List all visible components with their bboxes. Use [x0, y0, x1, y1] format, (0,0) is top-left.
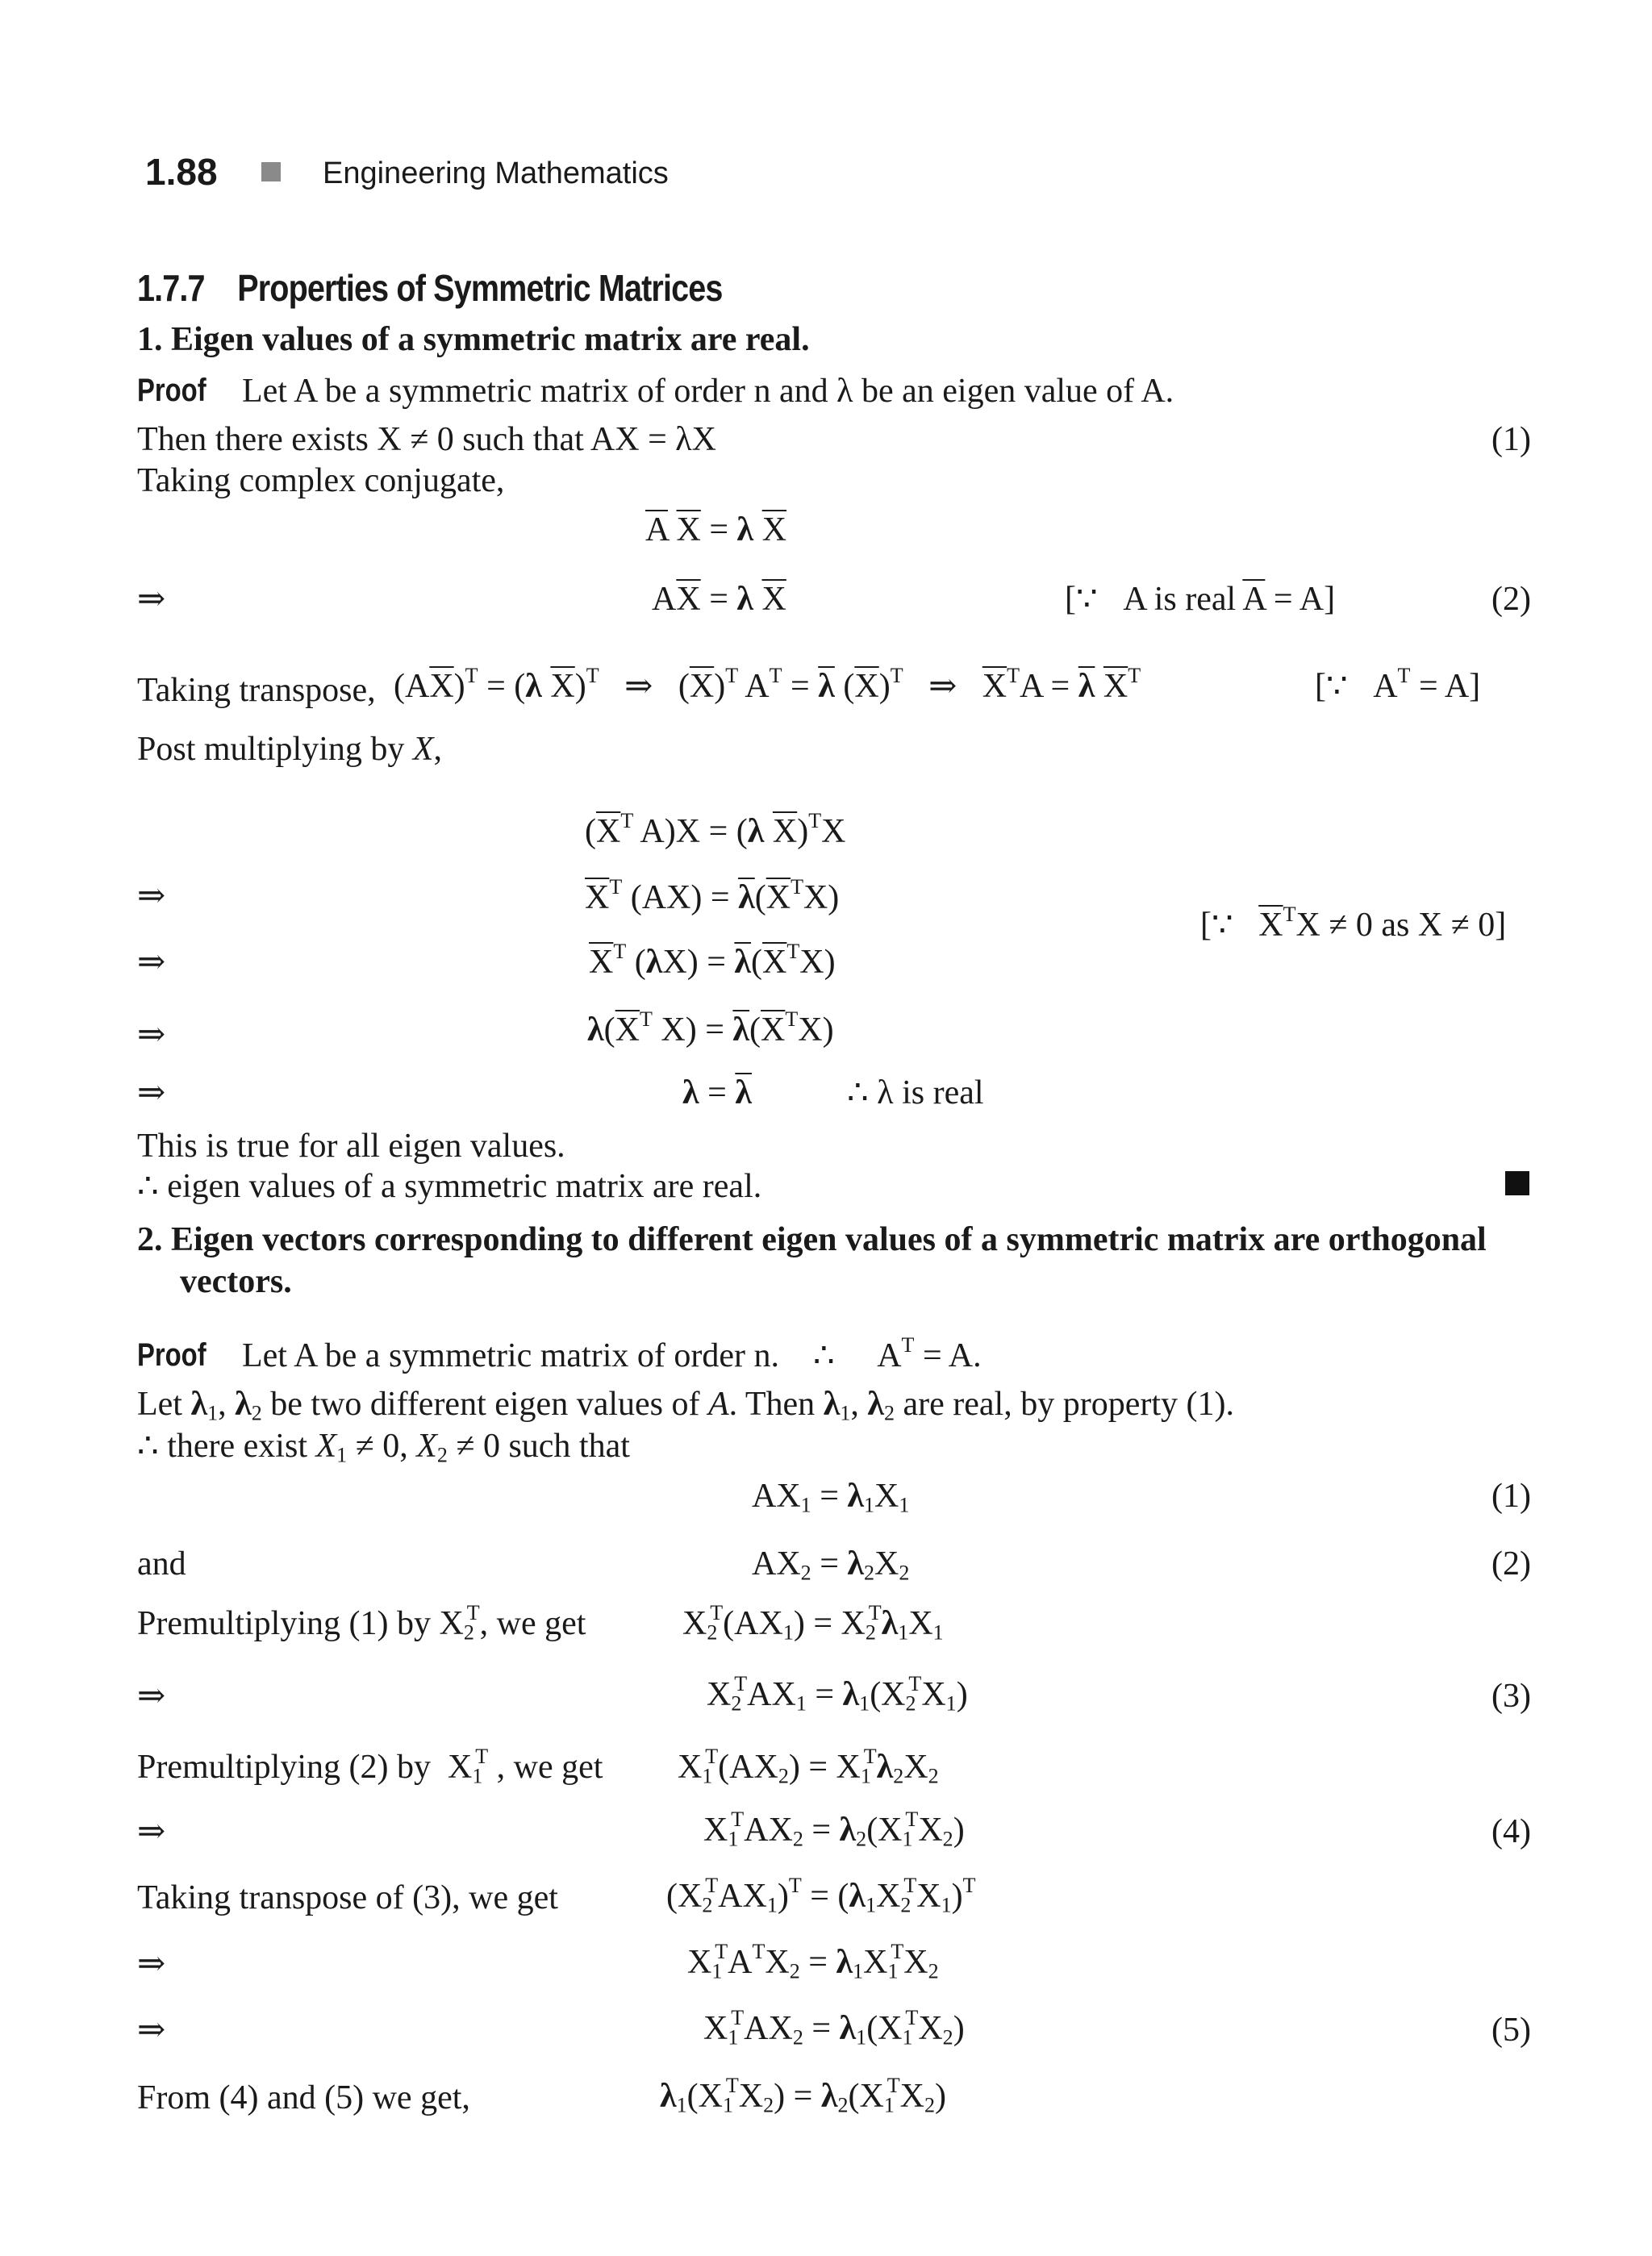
and-label: and — [137, 1545, 186, 1583]
implies-symbol: ⇒ — [137, 1074, 166, 1111]
page-number: 1.88 — [145, 151, 218, 193]
implies-symbol: ⇒ — [137, 944, 166, 981]
implies-symbol: ⇒ — [137, 581, 166, 618]
eq-number-1: (1) — [1491, 421, 1531, 458]
eq-step-3: $X_2^TAX_1 = \lambda_1(X_2^TX_1)$ — [707, 1671, 968, 1716]
eq-number-2: (2) — [1491, 581, 1531, 618]
eq-premult-2: $X_1^T(AX_2) = X_1^T\lambda_2X_2$ — [678, 1744, 939, 1788]
implies-symbol: ⇒ — [137, 1945, 166, 1983]
eq-transpose-3: $(X_2^TAX_1)^T = (\lambda_1X_2^TX_1)^T$ — [666, 1873, 976, 1917]
note-a-is-real: [∵ A is real $\overline{A} = A$] — [1065, 581, 1336, 618]
equation-conj-1: $\overline{A}$ $\overline{X} = \lambda$ $\overline{X}$ — [645, 511, 787, 548]
line-exists: Then there exists X ≠ 0 such that AX = λX — [137, 421, 716, 458]
implies-symbol: ⇒ — [137, 1678, 166, 1715]
line-let-lambdas: Let $\lambda_1$, $\lambda_2$ be two different eigen values of A. Then $\lambda_1$, $\lambda_2$ are real, by property (1). — [137, 1386, 1234, 1425]
property-2-title-line1: 2. Eigen vectors corresponding to different eigen values of a symmetric matrix are orthogonal — [137, 1221, 1487, 1258]
from-4-5-label: From (4) and (5) we get, — [137, 2079, 470, 2116]
conclusion-1: ∴ eigen values of a symmetric matrix are real. — [137, 1168, 762, 1205]
eq-transpose-step: $X_1^TA^TX_2 = \lambda_1X_1^TX_2$ — [687, 1939, 939, 1983]
implies-symbol: ⇒ — [137, 878, 166, 915]
lambda-real-note: ∴ λ is real — [847, 1074, 984, 1111]
step-post-1: ($\overline{X}^T$ A)X = (λ $\overline{X})^TX$ — [585, 808, 846, 850]
premult-2-label: Premultiplying (2) by $X_1^T$ , we get — [137, 1744, 603, 1788]
implies-symbol: ⇒ — [137, 2012, 166, 2049]
implies-symbol: ⇒ — [137, 1813, 166, 1850]
note-nonzero: [∵ $\overline{X}^TX \ne 0$ as X ≠ 0] — [1200, 902, 1507, 944]
premult-1-label: Premultiplying (1) by $X_2^T$, we get — [137, 1600, 586, 1645]
proof-intro-1: Let A be a symmetric matrix of order n and λ be an eigen value of A. — [242, 373, 1174, 410]
section-number: 1.7.7 — [137, 267, 205, 309]
eq-number-p2-4: (4) — [1491, 1813, 1531, 1850]
eq-ax2: $AX_2 = \lambda_2X_2$ — [752, 1545, 910, 1585]
proof-intro-2: Let A be a symmetric matrix of order n. ∴ $A^T = A$. — [242, 1332, 982, 1374]
proof-label-2: Proof — [137, 1337, 206, 1373]
equation-transpose: $(A\overline{X})^T = (\lambda$ $\overline{X})^T$ ⇒ $(\overline{X})^T$ $A^T = \overline{\lambda}$ $(\overline{X})^T$ ⇒ $\overline{X}^TA = \overline{\lambda}$ $\overline{X}^T$ — [394, 663, 1141, 705]
eq-step-4: $X_1^TAX_2 = \lambda_2(X_1^TX_2)$ — [703, 1807, 965, 1851]
eq-number-p2-3: (3) — [1491, 1678, 1531, 1715]
running-header: Engineering Mathematics — [323, 156, 669, 190]
step-lambda-equal: $\lambda = \overline{\lambda}$ — [682, 1074, 752, 1111]
post-multiplying: Post multiplying by X, — [137, 731, 443, 768]
header-square-icon — [261, 162, 281, 181]
eq-final: $\lambda_1(X_1^TX_2) = \lambda_2(X_1^TX_2)$ — [660, 2073, 946, 2117]
property-2-title-line2: vectors. — [180, 1263, 292, 1300]
proof-label-1: Proof — [137, 373, 206, 408]
note-a-transpose: [∵ $A^T = A$] — [1315, 663, 1481, 705]
property-1-title: 1. Eigen values of a symmetric matrix are real. — [137, 321, 810, 358]
eq-step-5: $X_1^TAX_2 = \lambda_1(X_1^TX_2)$ — [703, 2005, 965, 2050]
eq-premult-1: $X_2^T(AX_1) = X_2^T\lambda_1X_1$ — [682, 1600, 944, 1645]
eq-ax1: $AX_1 = \lambda_1X_1$ — [752, 1478, 910, 1517]
eq-number-p2-2: (2) — [1491, 1545, 1531, 1583]
eq-number-p2-1: (1) — [1491, 1478, 1531, 1515]
implies-symbol: ⇒ — [137, 1016, 166, 1053]
transpose-label: Taking transpose, — [137, 672, 376, 709]
section-title: Properties of Symmetric Matrices — [237, 267, 723, 309]
step-post-3: $\overline{X}^T$ $(\lambda X) = \overline{\lambda}(\overline{X}^TX)$ — [589, 939, 836, 981]
equation-conj-2: $A\overline{X} = \lambda$ $\overline{X}$ — [652, 581, 786, 618]
eq-number-p2-5: (5) — [1491, 2012, 1531, 2049]
transpose-3-label: Taking transpose of (3), we get — [137, 1879, 558, 1916]
line-exist-vectors: ∴ there exist $X_1 \ne 0$, $X_2 \ne 0$ such that — [137, 1428, 630, 1467]
section-heading — [137, 266, 723, 310]
step-post-2: $\overline{X}^T$ $(AX) = \overline{\lambda}(\overline{X}^TX)$ — [585, 874, 840, 916]
qed-square-icon — [1505, 1171, 1529, 1195]
true-for-all: This is true for all eigen values. — [137, 1128, 565, 1165]
line-conjugate: Taking complex conjugate, — [137, 462, 505, 499]
step-post-4: $\lambda(\overline{X}^T$ $X) = \overline{\lambda}(\overline{X}^TX)$ — [587, 1007, 834, 1049]
